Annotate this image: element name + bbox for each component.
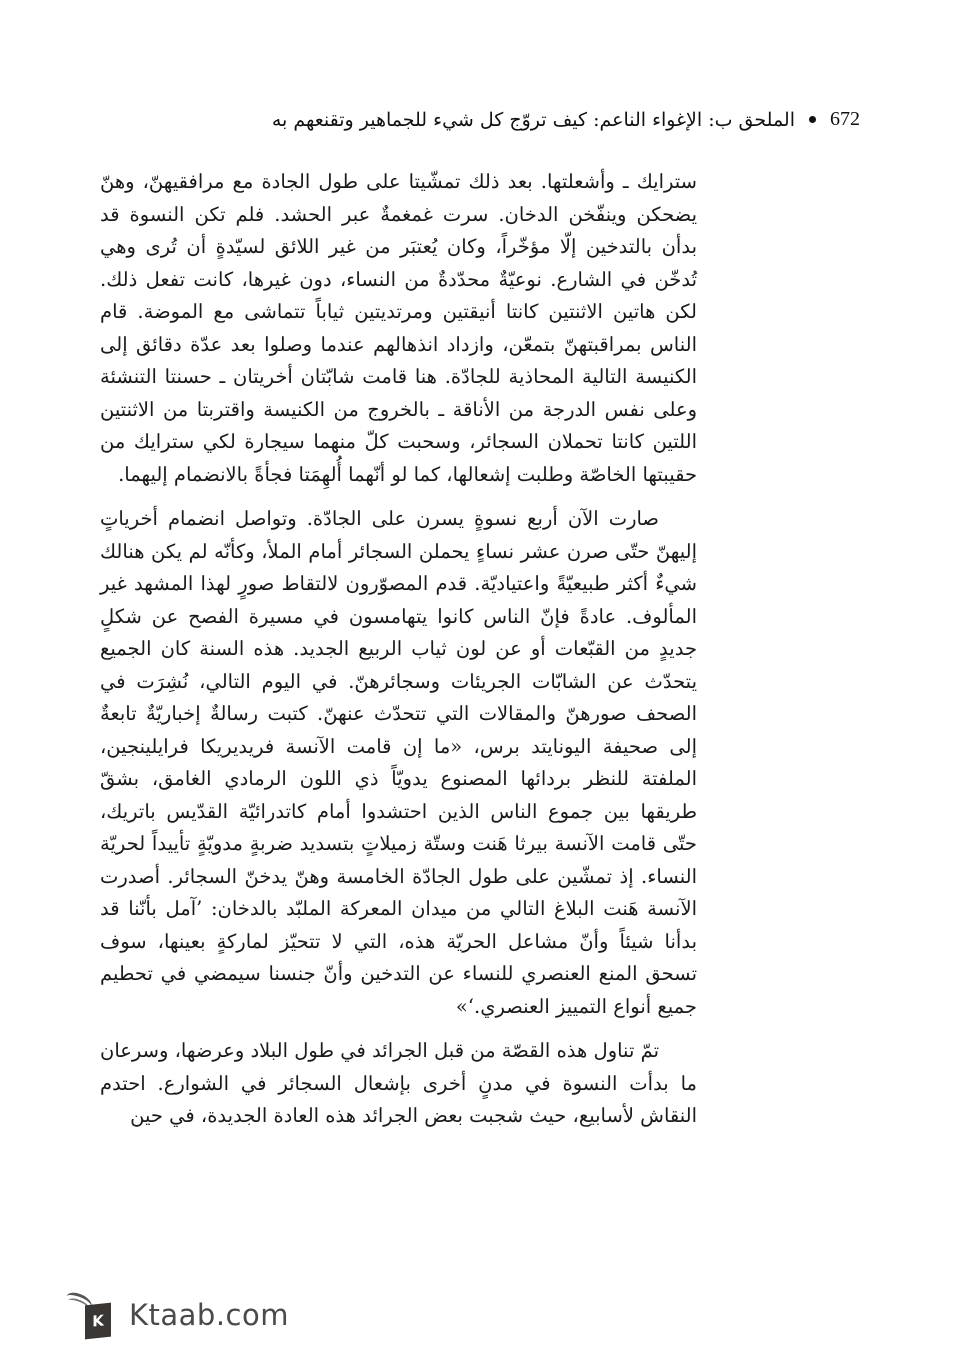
book-logo-icon <box>65 1290 115 1340</box>
page-number: 672 <box>830 108 860 130</box>
logo-text: Ktaab.com <box>129 1298 289 1332</box>
running-header <box>272 108 860 131</box>
bullet-separator <box>809 116 816 123</box>
paragraph-1: سترايك ـ وأشعلتها. بعد ذلك تمشّيتا على طول الجادة مع مرافقيهنّ، وهنّ يضحكن وينفّخن الدخان. سرت غمغمةٌ عبر الحشد. فلم تكن النسوة قد بدأن بالتدخين إلّا مؤخّراً، وكان يُعتبَر من غير اللائق لسيّدةٍ أن تُرى وهي تُدخّن في الشارع. نوعيّةٌ محدّدةٌ من النساء، دون غيرها، كانت تفعل ذلك. لكن هاتين الاثنتين كانتا أنيقتين ومرتديتين ثياباً تتماشى مع الموضة. قام الناس بمراقبتهنّ بتمعّن، وازداد انذهالهم عندما وصلوا بعد عدّة دقائق إلى الكنيسة التالية المحاذية للجادّة. هنا قامت شابّتان أخريتان ـ حسنتا التنشئة وعلى نفس الدرجة من الأناقة ـ بالخروج من الكنيسة واقتربتا من الاثنتين اللتين كانتا تحملان السجائر، وسحبت كلّ منهما سيجارة لكي سترايك من حقيبتها الخاصّة وطلبت إشعالها، كما لو أنّهما أُلهِمَتا فجأةً بالانضمام إليهما. <box>100 170 697 486</box>
running-title: الملحق ب: الإغواء الناعم: كيف تروّج كل شيء للجماهير وتقنعهم به <box>271 108 795 131</box>
paragraph-3: تمّ تناول هذه القصّة من قبل الجرائد في طول البلاد وعرضها، وسرعان ما بدأت النسوة في مدنٍ أخرى بإشعال السجائر في الشوارع. احتدم النقاش لأسابيع، حيث شجبت بعض الجرائد هذه العادة الجديدة، في حين <box>100 1039 697 1127</box>
ktaab-watermark <box>65 1290 289 1340</box>
logo-letter: K <box>85 1303 111 1340</box>
body-text <box>100 166 697 1145</box>
paragraph-2: صارت الآن أربع نسوةٍ يسرن على الجادّة. وتواصل انضمام أخرياتٍ إليهنّ حتّى صرن عشر نساءٍ يحملن السجائر أمام الملأ، وكأنّه لم يكن هنالك شيءٌ أكثر طبيعيّةً واعتياديّة. قدم المصوّرون لالتقاط صورٍ لهذا المشهد غير المألوف. عادةً فإنّ الناس كانوا يتهامسون في مسيرة الفصح عن شكلٍ جديدٍ من القبّعات أو عن لون ثياب الربيع الجديد. هذه السنة كان الجميع يتحدّث عن الشابّات الجريئات وسجائرهنّ. في اليوم التالي، نُشِرَت في الصحف صورهنّ والمقالات التي تتحدّث عنهنّ. كتبت رسالةٌ إخباريّةٌ تابعةٌ إلى صحيفة اليونايتد برس، «ما إن قامت الآنسة فريديريكا فرايلينجين، الملفتة للنظر بردائها المصنوع يدويّاً ذي اللون الرمادي الغامق، بشقّ طريقها بين جموع الناس الذين احتشدوا أمام كاتدرائيّة القدّيس باتريك، حتّى قامت الآنسة بيرثا هَنت وستّة زميلاتٍ بتسديد ضربةٍ مدويّةٍ تأييداً لحريّة النساء. إذ تمشّين على طول الجادّة الخامسة وهنّ يدخنّ السجائر. أصدرت الآنسة هَنت البلاغ التالي من ميدان المعركة الملبّد بالدخان: ’آمل بأنّنا قد بدأنا شيئاً وأنّ مشاعل الحريّة هذه، التي لا تتحيّز لماركةٍ بعينها، سوف تسحق المنع العنصري للنساء عن التدخين وأنّ جنسنا سيمضي في تحطيم جميع أنواع التمييز العنصري.‘» <box>100 507 697 1018</box>
